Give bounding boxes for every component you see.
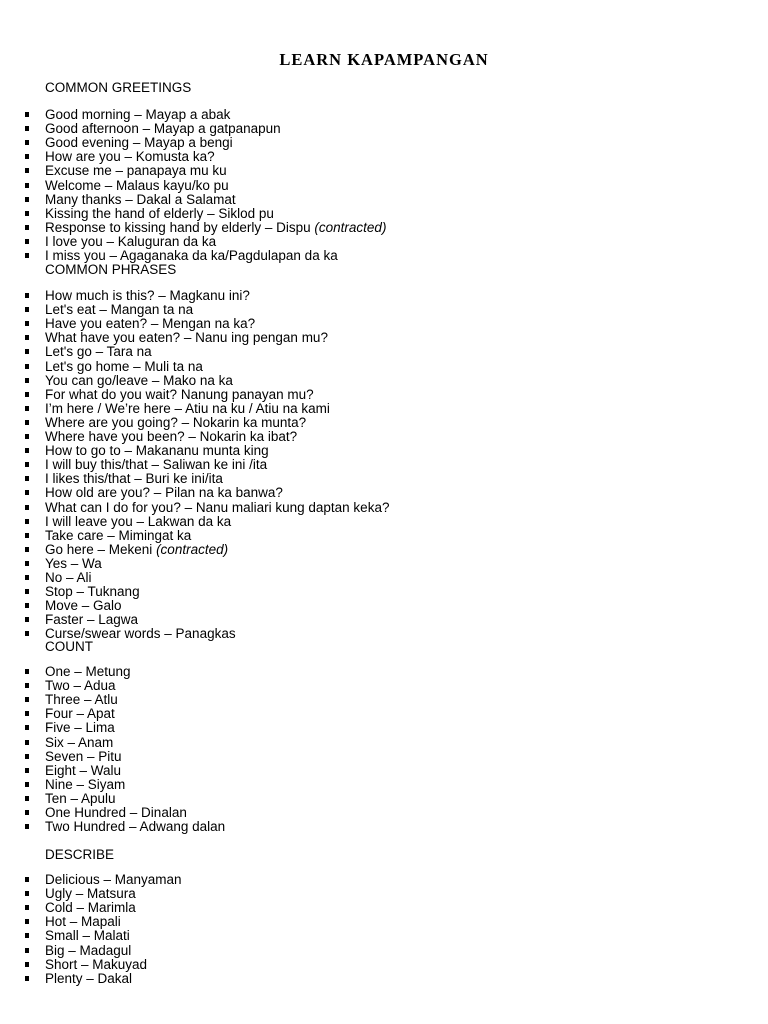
list-item — [45, 571, 92, 585]
bullet-icon — [25, 768, 29, 773]
bullet-icon — [25, 253, 29, 258]
list-item — [45, 150, 215, 164]
list-item-text: Ugly – Matsura — [45, 886, 136, 902]
bullet-icon — [25, 603, 29, 608]
list-item-text: Three – Atlu — [45, 692, 118, 708]
list-item-text: Take care – Mimingat ka — [45, 527, 192, 543]
list-item-text: Where have you been? – Nokarin ka ibat? — [45, 429, 298, 444]
list-item-text: How are you – Komusta ka? — [45, 149, 215, 165]
list-item-text: Big – Madagul — [45, 942, 132, 958]
list-item-text: No – Ali — [45, 570, 92, 585]
list-item — [45, 207, 274, 221]
bullet-icon — [25, 349, 29, 354]
list-item-text: Kissing the hand of elderly – Siklod pu — [45, 205, 274, 221]
list-item-text: How to go to – Makananu munta king — [45, 443, 269, 459]
list-item-text: What have you eaten? – Nanu ing pengan mu? — [45, 330, 328, 346]
list-item-text: You can go/leave – Mako na ka — [45, 372, 233, 388]
bullet-icon — [25, 711, 29, 716]
list-item-text: Curse/swear words – Panagkas — [45, 626, 236, 642]
list-item — [45, 665, 131, 679]
list-item-text: Short – Makuyad — [45, 956, 148, 972]
section-heading: COMMON PHRASES — [45, 262, 177, 277]
list-item — [45, 778, 125, 792]
bullet-icon — [25, 547, 29, 552]
section-heading: COUNT — [45, 639, 93, 654]
bullet-icon — [25, 905, 29, 910]
list-item-text: Two Hundred – Adwang dalan — [45, 819, 226, 835]
list-item — [45, 458, 267, 472]
bullet-icon — [25, 364, 29, 369]
bullet-icon — [25, 183, 29, 188]
list-item-text: Excuse me – panapaya mu ku — [45, 163, 227, 179]
bullet-icon — [25, 683, 29, 688]
list-item-text: Move – Galo — [45, 598, 122, 614]
list-item-text: I miss you – Agaganaka da ka/Pagdulapan da ka — [45, 248, 338, 263]
list-item — [45, 472, 223, 486]
bullet-icon — [25, 796, 29, 801]
bullet-icon — [25, 948, 29, 953]
bullet-icon — [25, 335, 29, 340]
list-item — [45, 901, 136, 915]
bullet-icon — [25, 154, 29, 159]
list-item — [45, 750, 122, 764]
bullet-icon — [25, 561, 29, 566]
list-item — [45, 193, 236, 207]
bullet-icon — [25, 505, 29, 510]
list-item — [45, 331, 328, 345]
list-item — [45, 585, 140, 599]
list-item — [45, 136, 233, 150]
list-item-text: Two – Adua — [45, 678, 116, 694]
list-item-text: Response to kissing hand by elderly – Dispu — [45, 219, 315, 235]
bullet-icon — [25, 490, 29, 495]
page-title: LEARN KAPAMPANGAN — [279, 50, 489, 69]
list-item — [45, 873, 182, 887]
list-item — [45, 360, 203, 374]
list-item — [45, 557, 102, 571]
bullet-icon — [25, 824, 29, 829]
list-item-text: One – Metung — [45, 664, 131, 679]
list-item-text: I will leave you – Lakwan da ka — [45, 513, 232, 529]
list-item — [45, 806, 187, 820]
list-item — [45, 235, 216, 249]
list-item — [45, 679, 116, 693]
list-item-text: Faster – Lagwa — [45, 612, 139, 628]
list-item — [45, 122, 281, 136]
bullet-icon — [25, 406, 29, 411]
bullet-icon — [25, 197, 29, 202]
list-item-text: I’m here / We’re here – Atiu na ku / Atiu na kami — [45, 400, 330, 416]
bullet-icon — [25, 782, 29, 787]
list-item — [45, 444, 269, 458]
list-item-text: Eight – Walu — [45, 762, 122, 778]
bullet-icon — [25, 962, 29, 967]
list-item — [45, 693, 118, 707]
list-item — [45, 430, 297, 444]
bullet-icon — [25, 378, 29, 383]
list-item — [45, 108, 230, 122]
list-item — [45, 613, 138, 627]
bullet-icon — [25, 919, 29, 924]
list-item-note: (contracted) — [156, 541, 229, 557]
list-item-text: Five – Lima — [45, 720, 115, 736]
list-item — [45, 416, 306, 430]
list-item-text: Many thanks – Dakal a Salamat — [45, 191, 236, 207]
list-item-text: I will buy this/that – Saliwan ke ini /ita — [45, 457, 268, 473]
list-item — [45, 501, 389, 515]
bullet-icon — [25, 754, 29, 759]
bullet-icon — [25, 877, 29, 882]
list-item-text: Plenty – Dakal — [45, 970, 133, 986]
list-item-text: Cold – Marimla — [45, 900, 136, 916]
bullet-icon — [25, 810, 29, 815]
bullet-icon — [25, 392, 29, 397]
bullet-icon — [25, 589, 29, 594]
section-heading: COMMON GREETINGS — [45, 80, 192, 95]
bullet-icon — [25, 891, 29, 896]
list-item-text: Yes – Wa — [45, 555, 102, 571]
bullet-icon — [25, 321, 29, 326]
list-item — [45, 543, 228, 557]
bullet-icon — [25, 519, 29, 524]
list-item — [45, 707, 115, 721]
list-item — [45, 402, 330, 416]
list-item-text: Hot – Mapali — [45, 914, 121, 930]
bullet-icon — [25, 168, 29, 173]
list-item-text: Welcome – Malaus kayu/ko pu — [45, 177, 229, 193]
list-item — [45, 792, 116, 806]
bullet-icon — [25, 293, 29, 298]
list-item-text: Ten – Apulu — [45, 790, 116, 806]
bullet-icon — [25, 112, 29, 117]
list-item — [45, 929, 130, 943]
list-item-text: Good afternoon – Mayap a gatpanapun — [45, 121, 281, 137]
list-item-text: For what do you wait? Nanung panayan mu? — [45, 386, 314, 402]
bullet-icon — [25, 420, 29, 425]
list-item-text: Delicious – Manyaman — [45, 872, 182, 887]
list-item — [45, 486, 283, 500]
list-item-text: I love you – Kaluguran da ka — [45, 233, 217, 249]
list-item-text: Good evening – Mayap a bengi — [45, 135, 233, 151]
list-item — [45, 289, 250, 303]
bullet-icon — [25, 533, 29, 538]
list-item-text: One Hundred – Dinalan — [45, 805, 187, 820]
bullet-icon — [25, 126, 29, 131]
list-item — [45, 388, 314, 402]
bullet-icon — [25, 725, 29, 730]
bullet-icon — [25, 140, 29, 145]
list-item — [45, 958, 147, 972]
list-item-text: Have you eaten? – Mengan na ka? — [45, 316, 256, 332]
list-item — [45, 221, 386, 235]
bullet-icon — [25, 740, 29, 745]
list-item — [45, 249, 338, 263]
bullet-icon — [25, 239, 29, 244]
bullet-icon — [25, 933, 29, 938]
bullet-icon — [25, 976, 29, 981]
list-item — [45, 820, 225, 834]
list-item — [45, 764, 121, 778]
list-item-text: Let's go – Tara na — [45, 344, 152, 360]
list-item — [45, 887, 136, 901]
bullet-icon — [25, 448, 29, 453]
list-item — [45, 529, 191, 543]
list-item-note: (contracted) — [314, 219, 387, 235]
list-item-text: Good morning – Mayap a abak — [45, 107, 231, 122]
list-item-text: How old are you? – Pilan na ka banwa? — [45, 485, 283, 501]
list-item — [45, 317, 255, 331]
list-item-text: What can I do for you? – Nanu maliari kung daptan keka? — [45, 499, 390, 515]
list-item-text: I likes this/that – Buri ke ini/ita — [45, 471, 223, 487]
list-item-text: Nine – Siyam — [45, 776, 126, 792]
list-item — [45, 599, 122, 613]
list-item — [45, 374, 233, 388]
list-item-text: Where are you going? – Nokarin ka munta? — [45, 414, 307, 430]
list-item-text: Let's go home – Muli ta na — [45, 358, 203, 374]
bullet-icon — [25, 476, 29, 481]
list-item-text: Small – Malati — [45, 928, 130, 944]
list-item — [45, 944, 131, 958]
list-item-text: Stop – Tuknang — [45, 584, 140, 600]
list-item — [45, 179, 229, 193]
list-item-text: Seven – Pitu — [45, 748, 122, 764]
list-item-text: How much is this? – Magkanu ini? — [45, 288, 250, 303]
list-item-text: Let's eat – Mangan ta na — [45, 302, 194, 318]
bullet-icon — [25, 434, 29, 439]
list-item — [45, 303, 193, 317]
bullet-icon — [25, 669, 29, 674]
list-item-text: Go here – Mekeni — [45, 541, 157, 557]
section-heading: DESCRIBE — [45, 847, 115, 862]
bullet-icon — [25, 575, 29, 580]
list-item — [45, 164, 227, 178]
bullet-icon — [25, 462, 29, 467]
list-item — [45, 721, 115, 735]
list-item — [45, 915, 121, 929]
list-item — [45, 736, 113, 750]
list-item-text: Six – Anam — [45, 734, 114, 750]
list-item — [45, 515, 231, 529]
bullet-icon — [25, 211, 29, 216]
bullet-icon — [25, 631, 29, 636]
bullet-icon — [25, 697, 29, 702]
list-item — [45, 345, 152, 359]
bullet-icon — [25, 307, 29, 312]
bullet-icon — [25, 225, 29, 230]
list-item — [45, 972, 132, 986]
bullet-icon — [25, 617, 29, 622]
list-item-text: Four – Apat — [45, 706, 115, 722]
